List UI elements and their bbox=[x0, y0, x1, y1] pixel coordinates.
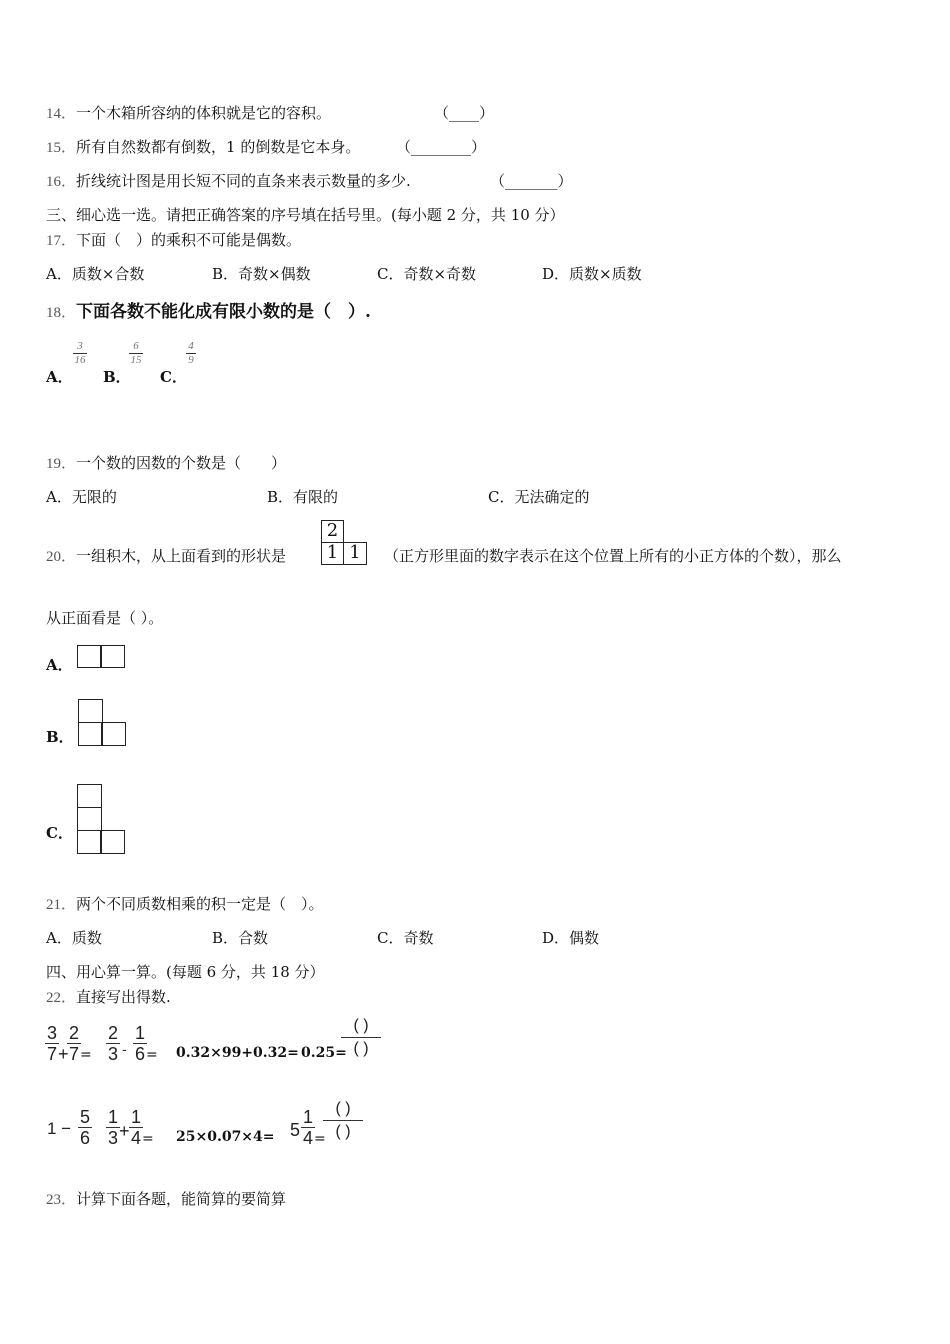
option-a[interactable]: A． bbox=[46, 656, 73, 674]
equals: = bbox=[80, 1047, 92, 1063]
question-text: 一个木箱所容纳的体积就是它的容积。 bbox=[76, 104, 332, 122]
question-18 bbox=[46, 297, 371, 322]
question-text: 一组积木，从上面看到的形状是 bbox=[76, 547, 287, 565]
question-number: 23． bbox=[46, 1192, 77, 1208]
grid-cell-bottom-left: 1 bbox=[321, 542, 344, 565]
square bbox=[78, 722, 103, 746]
answer-blank[interactable]: （________） bbox=[396, 138, 487, 156]
fraction-6-15: 6 15 bbox=[130, 340, 142, 366]
question-number: 17． bbox=[46, 233, 77, 249]
square bbox=[77, 784, 102, 808]
expression-decimal: 0.32×99+0.32= bbox=[176, 1045, 299, 1061]
question-text: 下面（ ）的乘积不可能是偶数。 bbox=[76, 231, 302, 249]
question-21 bbox=[46, 893, 324, 914]
option-c[interactable]: C． bbox=[46, 824, 73, 842]
square bbox=[78, 699, 103, 723]
option-d[interactable]: D．偶数 bbox=[542, 929, 600, 947]
question-number: 19． bbox=[46, 456, 77, 472]
question-text: 折线统计图是用长短不同的直条来表示数量的多少. bbox=[76, 172, 411, 190]
question-number: 18． bbox=[46, 305, 77, 321]
answer-fraction[interactable]: ( ) ( ) bbox=[341, 1018, 381, 1057]
question-14 bbox=[46, 102, 331, 123]
question-15 bbox=[46, 136, 360, 157]
question-20 bbox=[46, 545, 286, 566]
fraction: 1 4 bbox=[302, 1107, 313, 1148]
equals: = bbox=[142, 1131, 154, 1147]
operator: + bbox=[58, 1044, 69, 1064]
question-text: 所有自然数都有倒数，1 的倒数是它本身。 bbox=[76, 138, 361, 156]
question-text: 计算下面各题，能简算的要简算 bbox=[76, 1190, 287, 1208]
fraction: 2 3 bbox=[107, 1023, 118, 1064]
answer-blank[interactable]: （____） bbox=[434, 104, 495, 122]
square bbox=[100, 645, 125, 668]
fraction: 1 4 bbox=[130, 1107, 141, 1148]
expression-lhs: 0.25= bbox=[301, 1045, 347, 1061]
answer-blank[interactable]: （_______） bbox=[490, 172, 573, 190]
square bbox=[100, 830, 125, 854]
option-c[interactable]: C． bbox=[160, 368, 187, 386]
option-a[interactable]: A． bbox=[46, 368, 73, 386]
option-a[interactable]: A．无限的 bbox=[46, 488, 117, 506]
fraction-4-9: 4 9 bbox=[186, 341, 196, 366]
question-23 bbox=[46, 1188, 286, 1209]
option-b[interactable]: B． bbox=[103, 368, 131, 386]
question-22 bbox=[46, 986, 171, 1007]
fraction: 1 6 bbox=[134, 1023, 145, 1064]
option-b[interactable]: B． bbox=[46, 728, 74, 746]
operator: - bbox=[122, 1041, 127, 1057]
square bbox=[77, 807, 102, 831]
question-16 bbox=[46, 170, 411, 191]
question-text: 下面各数不能化成有限小数的是（ ）. bbox=[76, 302, 371, 322]
section-4-heading: 四、用心算一算。(每题 6 分，共 18 分） bbox=[46, 963, 325, 981]
equals: = bbox=[146, 1047, 158, 1063]
option-b[interactable]: B．有限的 bbox=[267, 488, 339, 506]
fraction: 5 6 bbox=[79, 1107, 90, 1148]
whole-number: 5 bbox=[290, 1120, 301, 1140]
question-text-line2: 从正面看是（ ）。 bbox=[46, 609, 164, 627]
question-number: 21． bbox=[46, 897, 77, 913]
question-17 bbox=[46, 229, 301, 250]
option-a[interactable]: A．质数 bbox=[46, 929, 102, 947]
expression-decimal: 25×0.07×4= bbox=[176, 1129, 275, 1145]
fraction: 2 7 bbox=[68, 1023, 79, 1064]
question-number: 15． bbox=[46, 140, 77, 156]
question-number: 20． bbox=[46, 549, 77, 565]
question-text: 直接写出得数. bbox=[76, 988, 171, 1006]
option-c[interactable]: C．无法确定的 bbox=[488, 488, 590, 506]
question-text: 两个不同质数相乘的积一定是（ ）。 bbox=[76, 895, 324, 913]
fraction: 3 7 bbox=[46, 1023, 57, 1064]
option-b[interactable]: B．奇数×偶数 bbox=[212, 265, 311, 283]
option-d[interactable]: D．质数×质数 bbox=[542, 265, 642, 283]
grid-cell-bottom-right: 1 bbox=[343, 542, 367, 565]
question-number: 22． bbox=[46, 990, 77, 1006]
option-c[interactable]: C．奇数×奇数 bbox=[377, 265, 477, 283]
question-number: 16． bbox=[46, 174, 77, 190]
question-text: 一个数的因数的个数是（ ） bbox=[76, 454, 287, 472]
square bbox=[77, 645, 102, 668]
option-a[interactable]: A．质数×合数 bbox=[46, 265, 145, 283]
fraction: 1 3 bbox=[107, 1107, 118, 1148]
square bbox=[77, 830, 102, 854]
answer-fraction[interactable]: ( ) ( ) bbox=[323, 1101, 363, 1140]
operator: + bbox=[119, 1121, 130, 1141]
lead-term: 1 − bbox=[47, 1119, 72, 1138]
square bbox=[101, 722, 126, 746]
option-c[interactable]: C．奇数 bbox=[377, 929, 434, 947]
question-number: 14． bbox=[46, 106, 77, 122]
section-3-heading: 三、细心选一选。请把正确答案的序号填在括号里。(每小题 2 分，共 10 分） bbox=[46, 206, 565, 224]
question-19 bbox=[46, 452, 286, 473]
question-text-continued: （正方形里面的数字表示在这个位置上所有的小正方体的个数），那么 bbox=[384, 547, 842, 565]
grid-cell-top: 2 bbox=[321, 520, 344, 543]
option-b[interactable]: B．合数 bbox=[212, 929, 269, 947]
fraction-3-16: 3 16 bbox=[74, 340, 86, 366]
equals: = bbox=[314, 1131, 326, 1147]
